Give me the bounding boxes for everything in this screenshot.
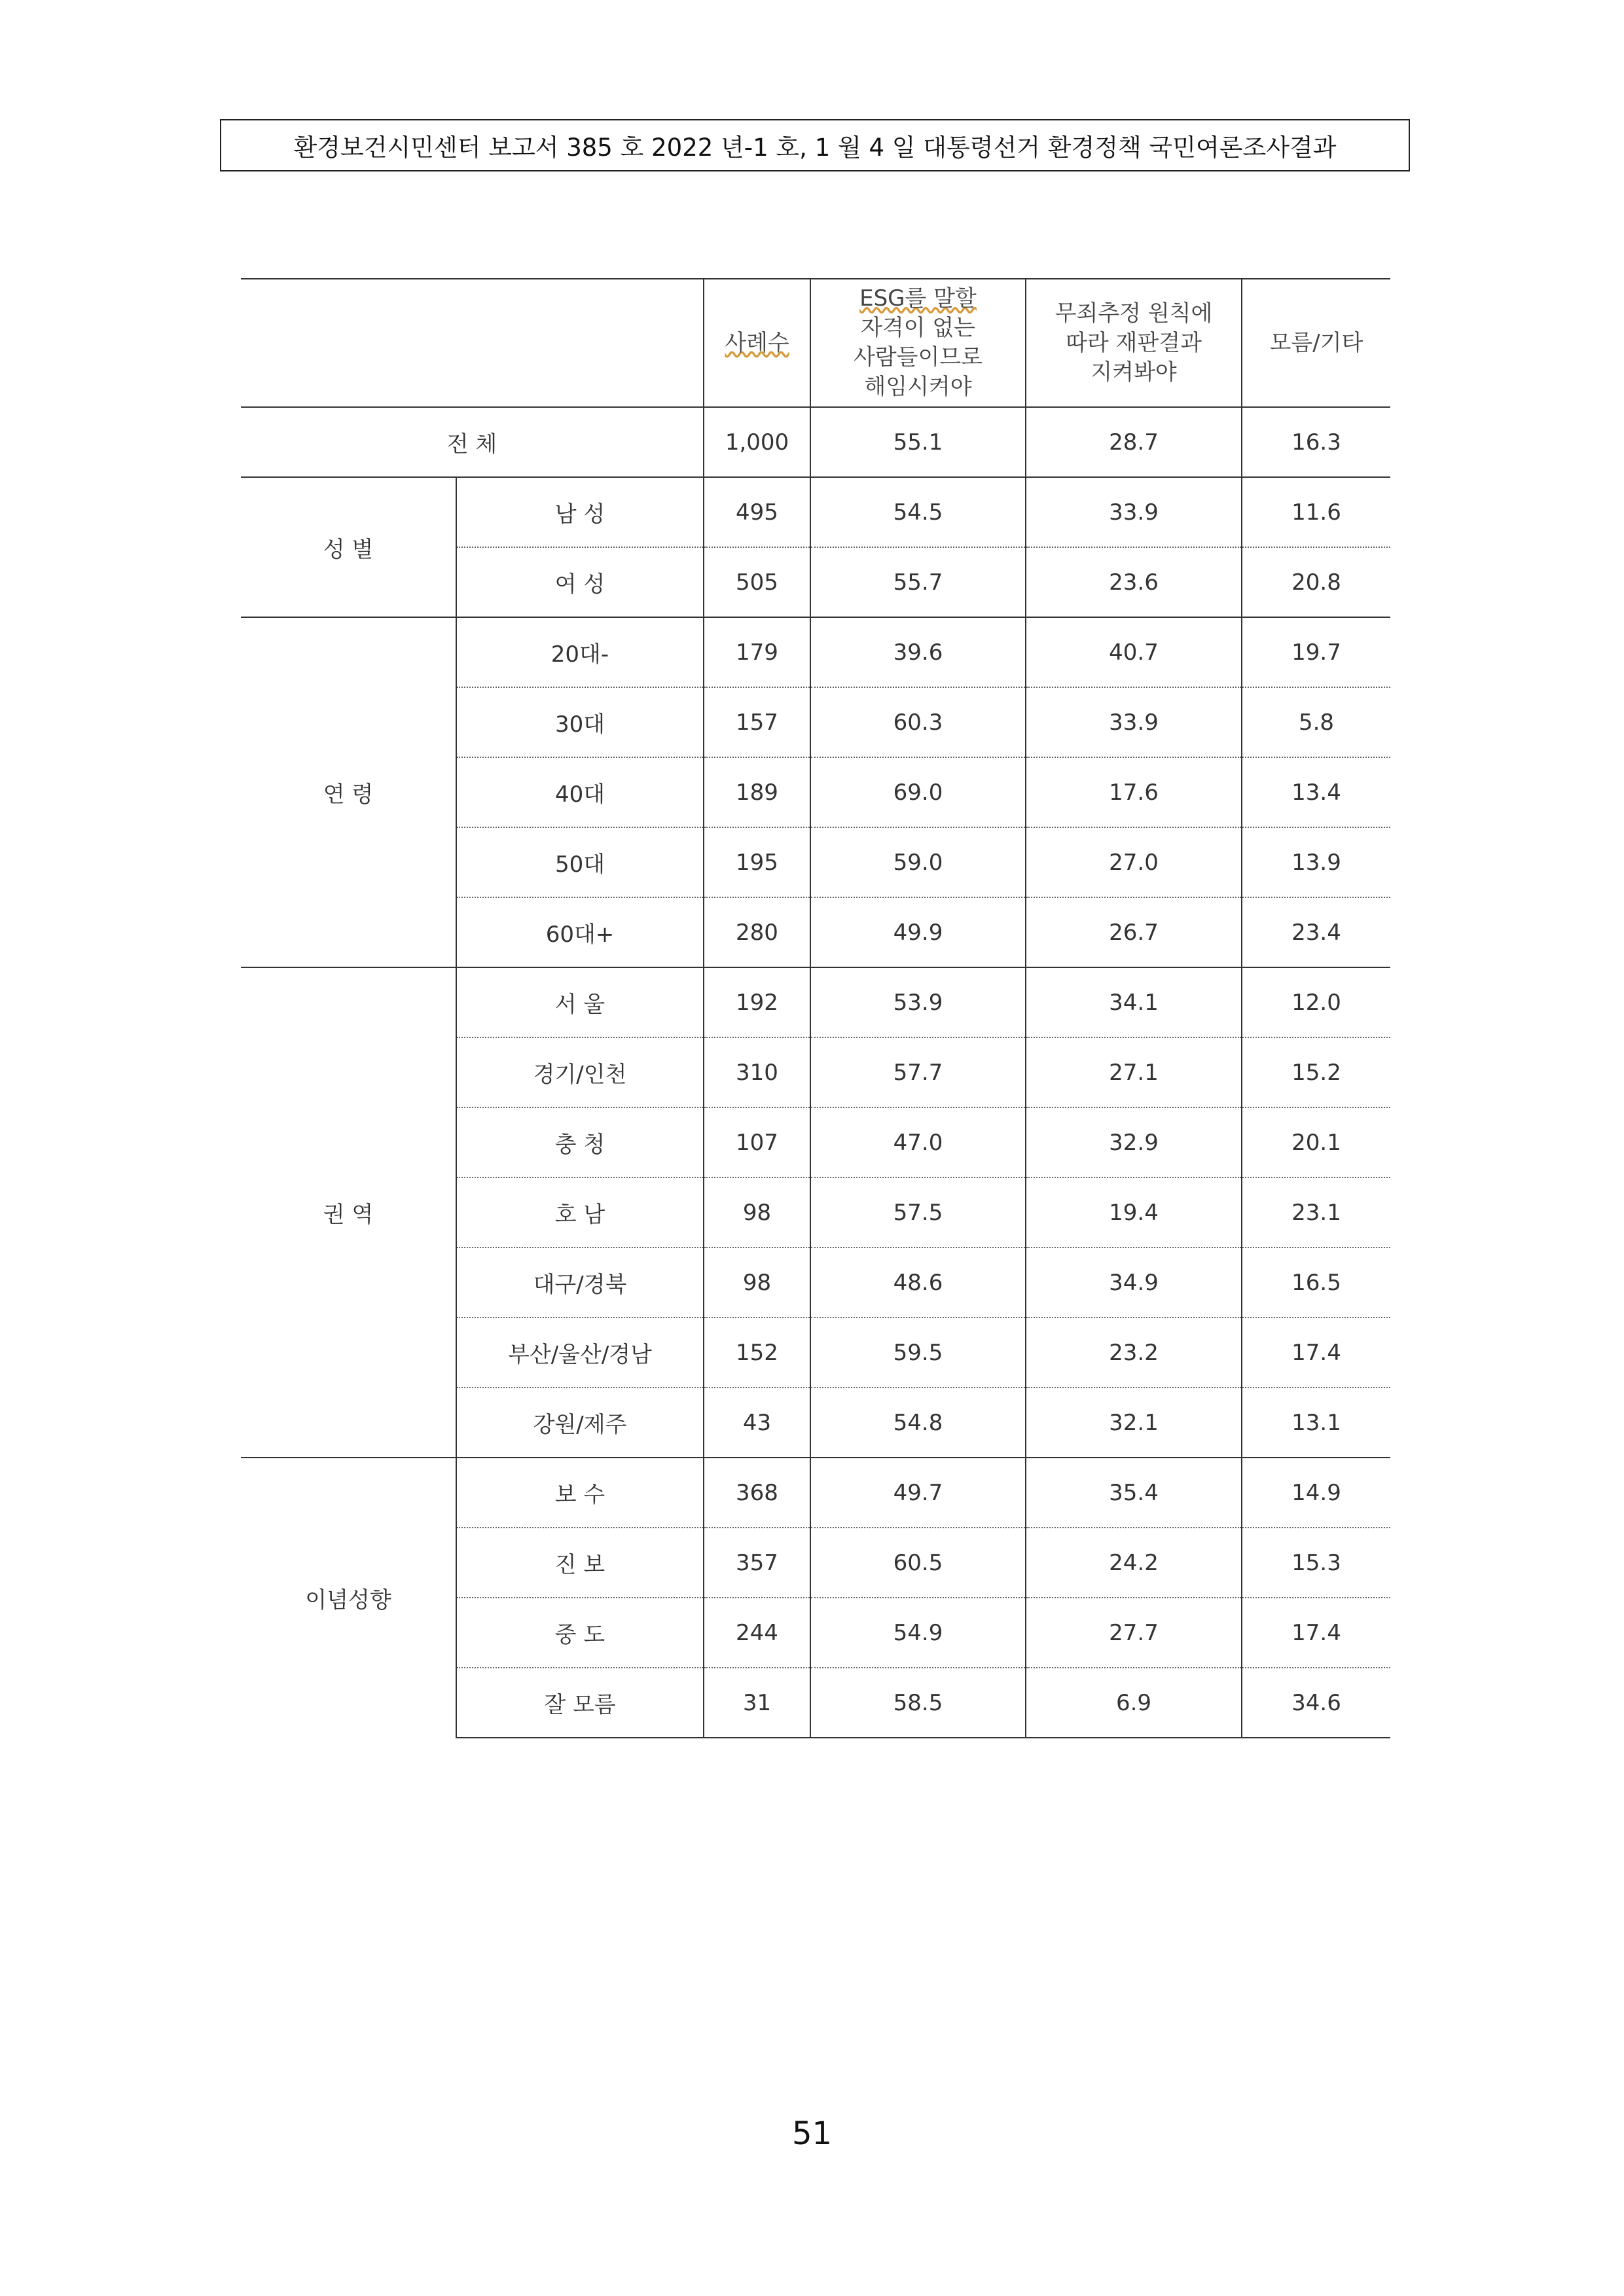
group-label: 성 별 [241,477,456,617]
cell-v2: 40.7 [1026,617,1242,687]
header-wait-verdict: 무죄추정 원칙에 따라 재판결과 지켜봐야 [1026,279,1242,407]
cell-v2: 27.0 [1026,827,1242,897]
cell-v2: 6.9 [1026,1668,1242,1738]
cell-v2: 17.6 [1026,757,1242,827]
cell-n: 152 [704,1318,810,1388]
cell-n: 495 [704,477,810,547]
cell-v3: 15.3 [1242,1528,1390,1598]
cell-v1: 57.5 [810,1177,1026,1247]
row-label: 호 남 [456,1177,704,1247]
cell-n: 244 [704,1598,810,1668]
row-label: 충 청 [456,1107,704,1177]
group-label: 권 역 [241,967,456,1458]
cell-n: 107 [704,1107,810,1177]
cell-v3: 15.2 [1242,1037,1390,1107]
row-label: 보 수 [456,1458,704,1528]
row-label: 20대- [456,617,704,687]
table-row-total [241,407,1390,477]
cell-v3: 17.4 [1242,1318,1390,1388]
cell-v3: 13.1 [1242,1388,1390,1458]
cell-v2: 32.1 [1026,1388,1242,1458]
row-label: 50대 [456,827,704,897]
cell-v1: 47.0 [810,1107,1026,1177]
cell-n: 195 [704,827,810,897]
cell-v3: 23.1 [1242,1177,1390,1247]
header-blank-cell [241,279,704,407]
cell-v2: 24.2 [1026,1528,1242,1598]
cell-v1: 54.5 [810,477,1026,547]
cell-v1: 49.9 [810,897,1026,967]
cell-v3: 16.3 [1242,407,1390,477]
cell-n: 98 [704,1247,810,1318]
cell-v3: 34.6 [1242,1668,1390,1738]
cell-v3: 12.0 [1242,967,1390,1037]
cell-v2: 32.9 [1026,1107,1242,1177]
cell-v1: 54.9 [810,1598,1026,1668]
cell-v1: 49.7 [810,1458,1026,1528]
cell-n: 157 [704,687,810,757]
cell-v1: 69.0 [810,757,1026,827]
cell-n: 98 [704,1177,810,1247]
row-label: 부산/울산/경남 [456,1318,704,1388]
cell-v2: 23.6 [1026,547,1242,617]
row-label: 여 성 [456,547,704,617]
group-label: 연 령 [241,617,456,967]
page-number: 51 [791,2115,833,2152]
survey-results-table [241,278,1390,1738]
row-label: 대구/경북 [456,1247,704,1318]
cell-v1: 55.1 [810,407,1026,477]
row-label: 30대 [456,687,704,757]
cell-v2: 28.7 [1026,407,1242,477]
cell-v3: 13.4 [1242,757,1390,827]
cell-v2: 34.1 [1026,967,1242,1037]
cell-v1: 57.7 [810,1037,1026,1107]
row-label: 강원/제주 [456,1388,704,1458]
table-header-row [241,279,1390,407]
cell-v3: 23.4 [1242,897,1390,967]
row-label: 잘 모름 [456,1668,704,1738]
header-dismiss: ESG를 말할 자격이 없는 사람들이므로 해임시켜야 [810,279,1026,407]
cell-v2: 27.7 [1026,1598,1242,1668]
table-row [241,477,1390,547]
cell-v1: 59.0 [810,827,1026,897]
cell-v2: 19.4 [1026,1177,1242,1247]
cell-n: 31 [704,1668,810,1738]
cell-v3: 5.8 [1242,687,1390,757]
cell-v3: 19.7 [1242,617,1390,687]
cell-n: 280 [704,897,810,967]
table-row [241,617,1390,687]
report-header-title: 환경보건시민센터 보고서 385 호 2022 년-1 호, 1 월 4 일 대통령선거 환경정책 국민여론조사결과 [293,134,1337,162]
cell-v1: 54.8 [810,1388,1026,1458]
cell-n: 43 [704,1388,810,1458]
table-row [241,967,1390,1037]
cell-n: 357 [704,1528,810,1598]
cell-v1: 48.6 [810,1247,1026,1318]
cell-v3: 11.6 [1242,477,1390,547]
cell-n: 189 [704,757,810,827]
cell-n: 310 [704,1037,810,1107]
cell-v1: 60.3 [810,687,1026,757]
cell-v3: 14.9 [1242,1458,1390,1528]
group-label: 이념성향 [241,1458,456,1738]
row-label: 남 성 [456,477,704,547]
cell-v1: 60.5 [810,1528,1026,1598]
cell-v3: 20.8 [1242,547,1390,617]
row-label: 60대+ [456,897,704,967]
cell-v1: 39.6 [810,617,1026,687]
cell-v2: 34.9 [1026,1247,1242,1318]
cell-v2: 33.9 [1026,477,1242,547]
table-row [241,1458,1390,1528]
cell-v2: 26.7 [1026,897,1242,967]
row-label: 서 울 [456,967,704,1037]
cell-v3: 20.1 [1242,1107,1390,1177]
cell-v1: 53.9 [810,967,1026,1037]
cell-n: 505 [704,547,810,617]
cell-v3: 17.4 [1242,1598,1390,1668]
cell-n: 192 [704,967,810,1037]
cell-v3: 16.5 [1242,1247,1390,1318]
cell-v3: 13.9 [1242,827,1390,897]
row-label: 경기/인천 [456,1037,704,1107]
cell-n: 179 [704,617,810,687]
cell-v1: 58.5 [810,1668,1026,1738]
header-unknown: 모름/기타 [1242,279,1390,407]
cell-v1: 59.5 [810,1318,1026,1388]
cell-v2: 33.9 [1026,687,1242,757]
cell-v1: 55.7 [810,547,1026,617]
header-sample-size: 사례수 [704,279,810,407]
row-label: 40대 [456,757,704,827]
cell-n: 1,000 [704,407,810,477]
cell-v2: 35.4 [1026,1458,1242,1528]
report-header [220,119,1410,171]
cell-n: 368 [704,1458,810,1528]
row-label: 전 체 [446,431,497,457]
cell-v2: 23.2 [1026,1318,1242,1388]
row-label: 진 보 [456,1528,704,1598]
cell-v2: 27.1 [1026,1037,1242,1107]
row-label: 중 도 [456,1598,704,1668]
